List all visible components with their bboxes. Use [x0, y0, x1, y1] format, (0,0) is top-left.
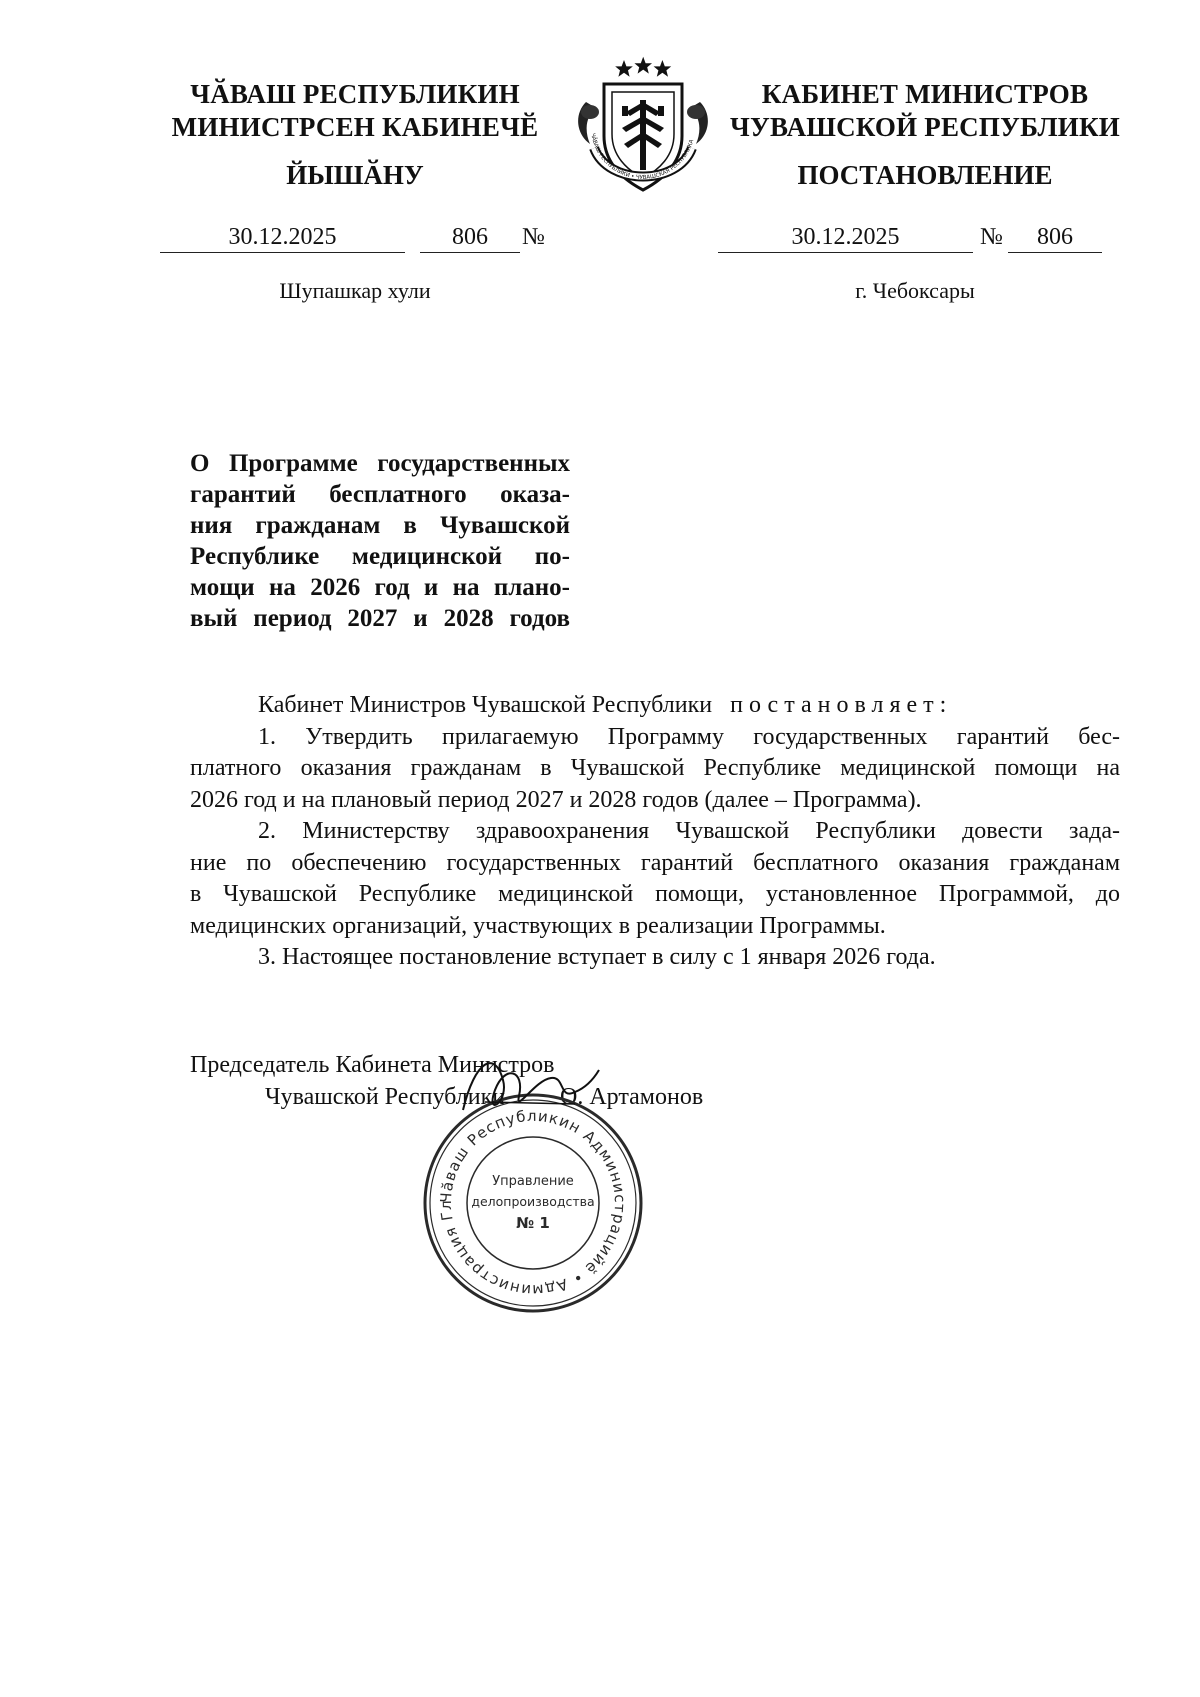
signature-name: О. Артамонов: [560, 1084, 704, 1110]
number-sign-left: №: [522, 224, 545, 250]
header-right-block: [725, 78, 1125, 144]
signature-position-line1: Председатель Кабинета Министров: [190, 1052, 555, 1078]
stamp-inner-line1: Управление: [492, 1174, 574, 1189]
title-line: О Программе государственных: [190, 450, 570, 477]
item1-line: 1. Утвердить прилагаемую Программу государственных гарантий бес-: [258, 723, 1120, 750]
body-item-3: 3. Настоящее постановление вступает в силу с 1 января 2026 года.: [258, 944, 936, 970]
document-body: [190, 690, 1120, 974]
title-line: гарантий бесплатного оказа-: [190, 481, 570, 508]
intro-verb: постановляет:: [730, 692, 953, 718]
item2-line: ние по обеспечению государственных гарантий бесплатного оказания гражданам: [190, 849, 1120, 876]
intro-subject: Кабинет Министров Чувашской Республики: [258, 692, 713, 718]
body-item-2: [190, 816, 1120, 942]
header-right-line2: ЧУВАШСКОЙ РЕСПУБЛИКИ: [730, 112, 1120, 142]
signature-position-line2: Чувашской Республики: [265, 1084, 506, 1110]
date-left: 30.12.2025: [160, 222, 405, 253]
document-title: [190, 448, 570, 634]
doc-type-russian: ПОСТАНОВЛЕНИЕ: [797, 160, 1053, 190]
header-right-line1: КАБИНЕТ МИНИСТРОВ: [761, 79, 1089, 109]
place-chuvash: Шупашкар хули: [279, 278, 431, 303]
stamp-inner-line2: делопроизводства: [471, 1194, 595, 1209]
title-line: ния гражданам в Чувашской: [190, 512, 570, 539]
number-sign-right: №: [980, 224, 1003, 250]
place-russian: г. Чебоксары: [855, 278, 975, 303]
header-left-block: [160, 78, 550, 144]
handwritten-signature: [455, 1040, 605, 1135]
title-line: Республике медицинской по-: [190, 543, 570, 570]
item1-line: платного оказания гражданам в Чувашской Республике медицинской помощи на: [190, 755, 1120, 781]
body-intro: [190, 690, 1120, 722]
item2-line: в Чувашской Республике медицинской помощи, установленное Программой, до: [190, 881, 1120, 907]
header-left-line1: ЧӐВАШ РЕСПУБЛИКИН: [190, 79, 520, 109]
item2-line: медицинских организаций, участвующих в реализации Программы.: [190, 912, 886, 939]
number-left: 806: [420, 222, 520, 253]
item2-line: 2. Министерству здравоохранения Чувашской Республики довести зада-: [258, 818, 1120, 844]
item1-line: 2026 год и на плановый период 2027 и 2028 годов (далее – Программа).: [190, 786, 922, 813]
date-right: 30.12.2025: [718, 222, 973, 253]
title-line: мощи на 2026 год и на плано-: [190, 574, 570, 601]
body-item-1: [190, 722, 1120, 817]
stamp-outer-text: Чӑваш Республикин Администрацийӗ • Администрация Гл: [436, 1106, 630, 1300]
header-left-line2: МИНИСТРСЕН КАБИНЕЧӖ: [171, 112, 539, 142]
doc-type-chuvash: ЙЫШӐНУ: [286, 160, 424, 190]
emblem-ribbon-text: ЧӐВАШ РЕСПУБЛИКИ • ЧУВАШСКАЯ РЕСПУБЛИКА: [589, 132, 696, 182]
coat-of-arms-icon: [568, 52, 718, 207]
number-right: 806: [1008, 222, 1102, 253]
title-line: вый период 2027 и 2028 годов: [190, 605, 570, 632]
stamp-inner-line3: № 1: [516, 1214, 550, 1232]
